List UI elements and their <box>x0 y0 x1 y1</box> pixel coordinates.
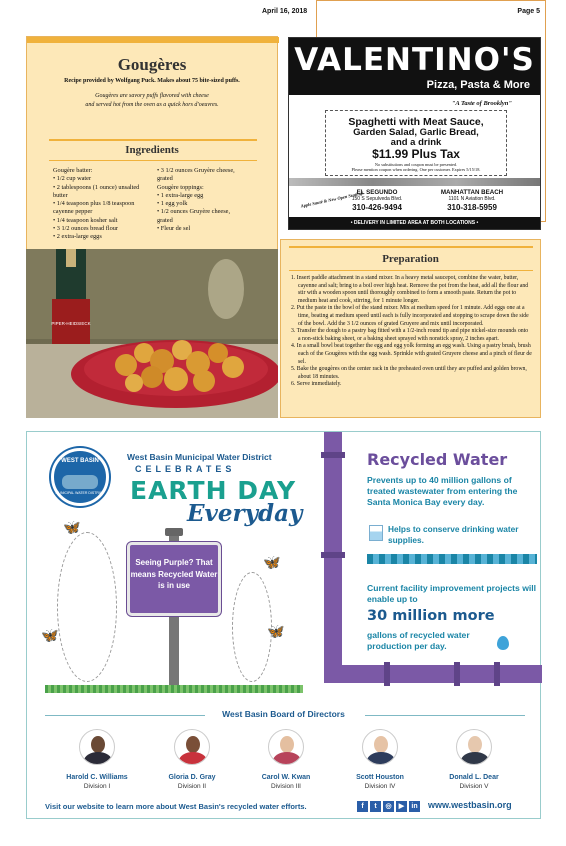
director-name: Carol W. Kwan <box>261 774 311 781</box>
board-title: West Basin Board of Directors <box>222 709 345 719</box>
director <box>57 729 137 790</box>
pipe-joint <box>321 452 345 458</box>
recipe-intro-line: Gougères are savory puffs flavored with cheese <box>95 93 209 99</box>
sign-post-cap <box>165 528 183 536</box>
water-glass-icon <box>369 525 383 541</box>
location-manhattan-beach <box>427 189 517 212</box>
butterfly-icon: 🦋 <box>267 625 285 640</box>
pipe-joint <box>454 662 460 686</box>
water-drop-icon <box>497 636 509 650</box>
conserve-text: Helps to conserve drinking water supplies. <box>388 524 519 545</box>
preparation-step: 6. Serve immediately. <box>291 381 342 388</box>
coupon-offer-line: Garden Salad, Garlic Bread, <box>353 127 479 138</box>
recycled-water-text: Prevents up to 40 million gallons of treated wastewater from entering the Santa Monica Bay every day. <box>367 475 518 507</box>
west-basin-logo <box>51 448 109 506</box>
footer-text: Visit our website to learn more about West Basin's recycled water efforts. <box>45 802 307 811</box>
ad-logo: VALENTINO'S <box>294 42 535 78</box>
ad-tagline: "A Taste of Brooklyn" <box>451 100 512 107</box>
location-name: EL SEGUNDO <box>356 189 398 196</box>
location-el-segundo <box>341 189 413 212</box>
instagram-icon[interactable]: ◎ <box>383 801 394 812</box>
director-name: Scott Houston <box>356 774 404 781</box>
ad-subtitle: Pizza, Pasta & More <box>426 79 530 91</box>
ingredient-line: Gougère toppings: <box>157 183 204 191</box>
ingredients-heading: Ingredients <box>125 144 179 156</box>
director-photo <box>79 729 115 765</box>
preparation-step: 1. Insert paddle attachment in a stand mixer. In a heavy metal saucepot, combine the water, butter, cayenne and salt; bring to a boil over high heat. Remove the pot from the heat, add all the flour and stir with a wooden spoon until thoroughly combined to form a smooth paste. Return the pot to medium heat and cook, stirring, for 1 minute longer. <box>291 275 529 304</box>
youtube-icon[interactable]: ▶ <box>396 801 407 812</box>
ingredients-column-1 <box>53 167 169 242</box>
ingredient-line: butter <box>53 191 68 199</box>
divider <box>289 246 533 248</box>
ad-open-note: Apple Sauté & New Open Seating! <box>300 190 365 209</box>
preparation-panel <box>280 239 541 418</box>
ingredients-column-2 <box>157 167 269 233</box>
ingredient-line: grated <box>157 216 173 224</box>
pipe-joint <box>384 662 390 686</box>
district-name: West Basin Municipal Water District <box>127 452 272 462</box>
location-address: 150 S Sepulveda Blvd. <box>351 196 403 202</box>
preparation-step: 4. In a small bowl beat together the egg and egg yolk forming an egg wash. Using a pastry brush, brush each of the Gougères with the egg wash. Sprinkle with grated Gruyere cheese and a pinch of fleur de sel. <box>291 343 532 365</box>
celebrates-label: CELEBRATES <box>135 464 236 474</box>
location-phone: 310-318-5959 <box>447 203 497 212</box>
director-division: Division III <box>271 783 301 790</box>
coupon-note-line: No substitutions and coupon must be presented. <box>374 162 458 167</box>
coupon-price: $11.99 Plus Tax <box>372 147 460 161</box>
divider <box>365 715 525 716</box>
flight-path <box>232 572 272 682</box>
recipe-intro-line: and served hot from the oven as a quick hors d'oeuvres. <box>85 102 219 108</box>
ingredient-line: • 1/2 ounces Gruyère cheese, <box>157 208 231 216</box>
sign-text: Seeing Purple? That means Recycled Water is in use <box>130 558 218 590</box>
ingredient-line: • 1 extra-large egg <box>157 191 204 199</box>
grass <box>45 685 303 693</box>
ingredient-line: • 2 extra-large eggs <box>53 233 102 241</box>
director-division: Division I <box>83 783 111 790</box>
ingredient-line: • 3 1/2 ounces bread flour <box>53 225 118 233</box>
ingredient-line: Gougère batter: <box>53 167 93 174</box>
location-address: 1101 N Aviation Blvd. <box>448 196 496 202</box>
director-name: Gloria D. Gray <box>168 774 216 781</box>
purple-sign <box>127 542 221 616</box>
preparation-steps <box>291 275 532 389</box>
photo-illustration <box>26 249 278 418</box>
butterfly-icon: 🦋 <box>63 521 81 536</box>
director-photo <box>174 729 210 765</box>
facebook-icon[interactable]: f <box>357 801 368 812</box>
ingredient-line: • 1/4 teaspoon plus 1/8 teaspoon <box>53 200 135 208</box>
delivery-banner: • DELIVERY IN LIMITED AREA AT BOTH LOCATIONS • <box>289 217 540 229</box>
preparation-heading: Preparation <box>382 253 439 265</box>
ingredient-line: grated <box>157 175 173 183</box>
purple-pipe <box>324 665 542 683</box>
pipe-joint <box>321 552 345 558</box>
director <box>152 729 232 790</box>
director-name: Harold C. Williams <box>66 774 128 781</box>
recipe-byline: Recipe provided by Wolfgang Puck. Makes about 75 bite-sized puffs. <box>64 78 240 84</box>
director-division: Division V <box>459 783 489 790</box>
gougeres-photo <box>26 249 278 418</box>
preparation-step: 5. Bake the gougères on the center rack in the preheated oven until they are puffed and golden brown, about 18 minutes. <box>291 366 527 380</box>
director-division: Division II <box>177 783 207 790</box>
director <box>340 729 420 790</box>
west-basin-ad <box>26 431 541 819</box>
production-text: gallons of recycled water production per day. <box>367 630 470 651</box>
valentinos-ad[interactable] <box>288 37 541 230</box>
purple-pipe <box>324 432 342 682</box>
page-number: Page 5 <box>517 8 540 15</box>
coupon-offer-1: Spaghetti with Meat Sauce, <box>348 116 484 128</box>
director-name: Donald L. Dear <box>449 774 499 781</box>
ingredient-line: • Fleur de sel <box>157 225 191 233</box>
coupon-note <box>326 162 506 172</box>
divider <box>49 160 257 161</box>
divider <box>289 270 533 271</box>
twitter-icon[interactable]: t <box>370 801 381 812</box>
director-photo <box>456 729 492 765</box>
recycled-water-title: Recycled Water <box>367 450 508 469</box>
page-date: April 16, 2018 <box>262 8 308 15</box>
ingredient-line: • 3 1/2 ounces Gruyère cheese, <box>157 167 235 174</box>
divider <box>49 139 257 141</box>
ingredient-line: • 1 egg yolk <box>157 200 188 208</box>
earth-day-heading: EARTH DAY <box>130 476 297 505</box>
coupon-offer-line: and a drink <box>390 137 442 148</box>
pipe-joint <box>494 662 500 686</box>
big-number: 30 million more <box>367 608 495 624</box>
location-name: MANHATTAN BEACH <box>440 189 504 196</box>
coupon[interactable] <box>325 110 507 176</box>
ingredient-line: cayenne pepper <box>53 208 93 216</box>
director <box>246 729 326 790</box>
ad-banner <box>289 38 540 95</box>
everyday-heading: Everyday <box>187 500 303 527</box>
recipe-intro <box>47 92 257 110</box>
preparation-step: 3. Transfer the dough to a pastry bag fitted with a 1/2-inch round tip and pipe nickel-size mounds onto a non-stick baking sheet, or a baking sheet sprayed with nonstick spray, 2 inches apart. <box>291 328 529 342</box>
preparation-step: 2. Put the paste in the bowl of the stand mixer. Mix at medium speed for 1 minute. Add eggs one at a time, beating at medium speed until each is fully incorporated and stopping to scrape down the side of the bowl. Add the 3 1/2 ounces of grated Gruyere and mix until incorporated. <box>291 305 529 327</box>
skyline-image <box>289 178 540 186</box>
director-photo <box>268 729 304 765</box>
ingredient-line: • 1/4 teaspoon kosher salt <box>53 216 118 224</box>
recipe-top-bar <box>27 37 279 43</box>
coupon-note-line: Please mention coupon when ordering. One per customer. Expires 5/15/18. <box>351 167 481 172</box>
logo-top-text: WEST BASIN <box>61 458 99 464</box>
flight-path <box>57 532 117 682</box>
bottle-label: PIPER-HEIDSIECK <box>51 321 91 326</box>
ingredient-line: • 1/2 cup water <box>53 175 92 183</box>
director <box>434 729 514 790</box>
location-phone: 310-426-9494 <box>352 203 402 212</box>
director-photo <box>362 729 398 765</box>
website-link[interactable]: www.westbasin.org <box>428 800 512 810</box>
butterfly-icon: 🦋 <box>263 556 281 571</box>
director-division: Division IV <box>364 783 396 790</box>
recipe-title: Gougères <box>117 55 187 74</box>
coupon-offer-2 <box>326 128 506 148</box>
ingredient-line: • 2 tablespoons (1 ounce) unsalted <box>53 183 140 191</box>
improvement-text: Current facility improvement projects will enable up to <box>367 583 537 604</box>
logo-bottom-text: MUNICIPAL WATER DISTRICT <box>55 491 105 495</box>
butterfly-icon: 🦋 <box>41 629 59 644</box>
wave-graphic <box>367 554 537 564</box>
wave-icon <box>62 475 98 489</box>
linkedin-icon[interactable]: in <box>409 801 420 812</box>
